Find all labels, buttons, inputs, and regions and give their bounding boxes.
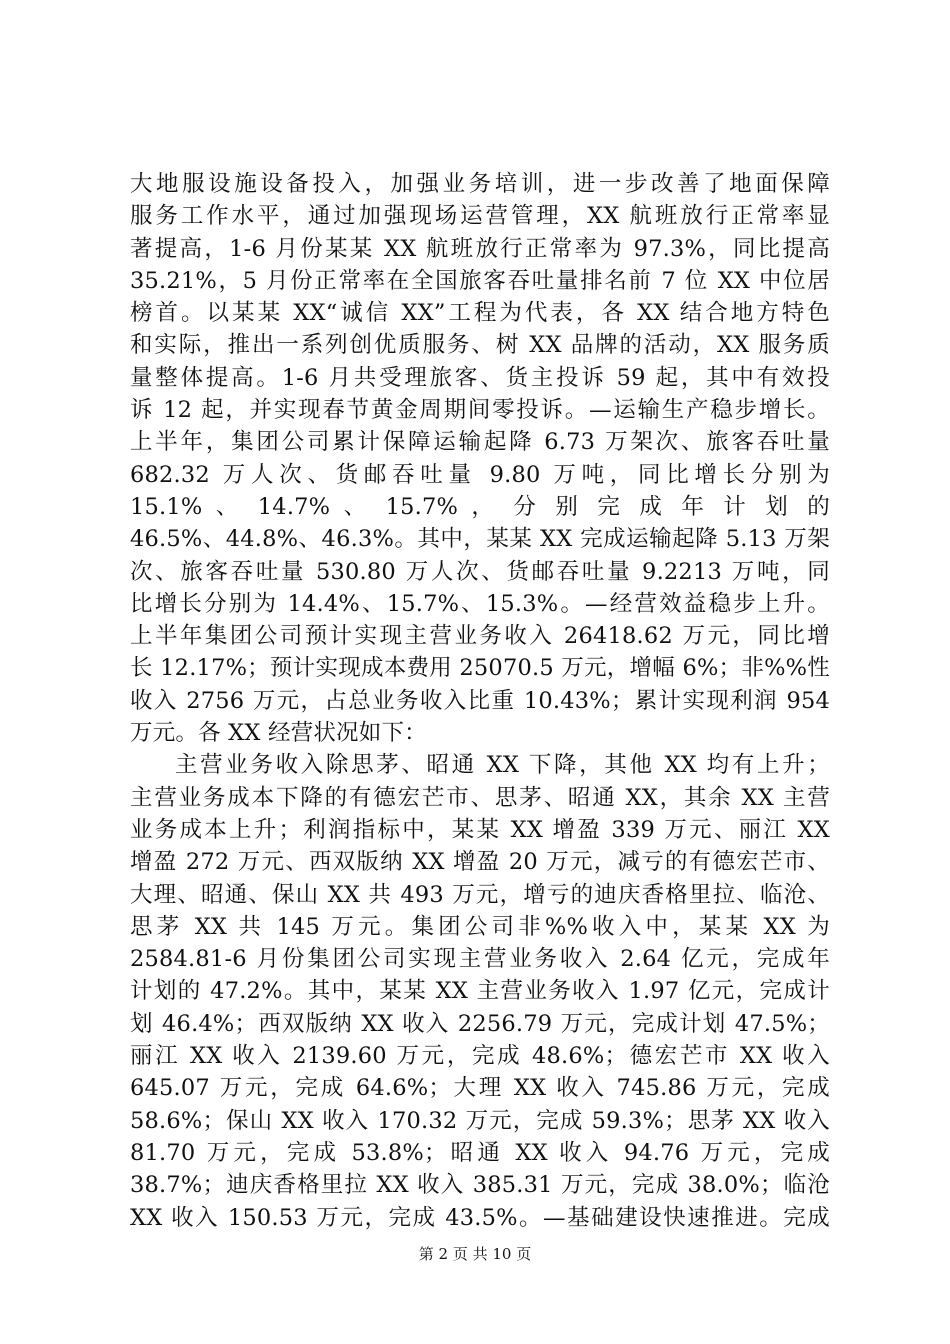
text-line: XX 收入 150.53 万元，完成 43.5%。—基础建设快速推进。完成: [130, 1204, 830, 1231]
page-number: 第 2 页 共 10 页: [418, 1245, 532, 1263]
text-line-indented: 主营业务收入除思茅、昭通 XX 下降，其他 XX 均有上升；: [175, 752, 830, 779]
text-line: 比增长分别为 14.4%、15.7%、15.3%。—经营效益稳步上升。: [130, 590, 830, 617]
text-line: 划 46.4%；西双版纳 XX 收入 2256.79 万元，完成计划 47.5%；: [130, 1010, 830, 1037]
text-line: 上半年，集团公司累计保障运输起降 6.73 万架次、旅客吞吐量: [130, 429, 830, 456]
text-line: 丽江 XX 收入 2139.60 万元，完成 48.6%；德宏芒市 XX 收入: [130, 1043, 830, 1070]
text-line: 682.32 万人次、货邮吞吐量 9.80 万吨，同比增长分别为: [130, 461, 830, 488]
text-line: 主营业务成本下降的有德宏芒市、思茅、昭通 XX，其余 XX 主营: [130, 784, 830, 811]
text-line: 15.1% 、 14.7% 、 15.7% ， 分 别 完 成 年 计 划 的: [130, 493, 830, 520]
text-line: 思茅 XX 共 145 万元。集团公司非%%收入中，某某 XX 为: [130, 913, 830, 940]
body-text: [130, 168, 830, 1234]
text-line: 服务工作水平，通过加强现场运营管理，XX 航班放行正常率显: [130, 203, 830, 230]
text-line: 计划的 47.2%。其中，某某 XX 主营业务收入 1.97 亿元，完成计: [130, 978, 830, 1005]
text-line: 大理、昭通、保山 XX 共 493 万元，增亏的迪庆香格里拉、临沧、: [130, 881, 830, 908]
text-line: 2584.81-6 月份集团公司实现主营业务收入 2.64 亿元，完成年: [130, 946, 830, 973]
text-line: 万元。各 XX 经营状况如下：: [130, 720, 427, 747]
text-line: 上半年集团公司预计实现主营业务收入 26418.62 万元，同比增: [130, 623, 830, 650]
text-line: 645.07 万元，完成 64.6%；大理 XX 收入 745.86 万元，完成: [130, 1075, 830, 1102]
page-footer: [0, 1244, 950, 1264]
text-line: 次、旅客吞吐量 530.80 万人次、货邮吞吐量 9.2213 万吨，同: [130, 558, 830, 585]
text-line: 和实际，推出一系列创优质服务、树 XX 品牌的活动，XX 服务质: [130, 332, 830, 359]
text-line: 量整体提高。1-6 月共受理旅客、货主投诉 59 起，其中有效投: [130, 364, 830, 391]
text-line: 长 12.17%；预计实现成本费用 25070.5 万元，增幅 6%；非%%性: [130, 655, 830, 682]
text-line: 大地服设施设备投入，加强业务培训，进一步改善了地面保障: [130, 171, 830, 197]
text-line: 38.7%；迪庆香格里拉 XX 收入 385.31 万元，完成 38.0%；临沧: [130, 1172, 830, 1199]
text-line: 诉 12 起，并实现春节黄金周期间零投诉。—运输生产稳步增长。: [130, 397, 830, 424]
text-line: 81.70 万元，完成 53.8%；昭通 XX 收入 94.76 万元，完成: [130, 1139, 830, 1166]
text-line: 收入 2756 万元，占总业务收入比重 10.43%；累计实现利润 954: [130, 687, 830, 714]
text-line: 著提高，1-6 月份某某 XX 航班放行正常率为 97.3%，同比提高: [130, 235, 830, 262]
text-line: 35.21%，5 月份正常率在全国旅客吞吐量排名前 7 位 XX 中位居: [130, 267, 830, 294]
text-line: 58.6%；保山 XX 收入 170.32 万元，完成 59.3%；思茅 XX 收入: [130, 1107, 830, 1134]
text-line: 46.5%、44.8%、46.3%。其中，某某 XX 完成运输起降 5.13 万架: [130, 526, 830, 553]
text-line: 业务成本上升；利润指标中，某某 XX 增盈 339 万元、丽江 XX: [130, 816, 830, 843]
text-line: 榜首。以某某 XX“诚信 XX”工程为代表，各 XX 结合地方特色: [130, 300, 830, 327]
text-line: 增盈 272 万元、西双版纳 XX 增盈 20 万元，减亏的有德宏芒市、: [130, 849, 830, 876]
